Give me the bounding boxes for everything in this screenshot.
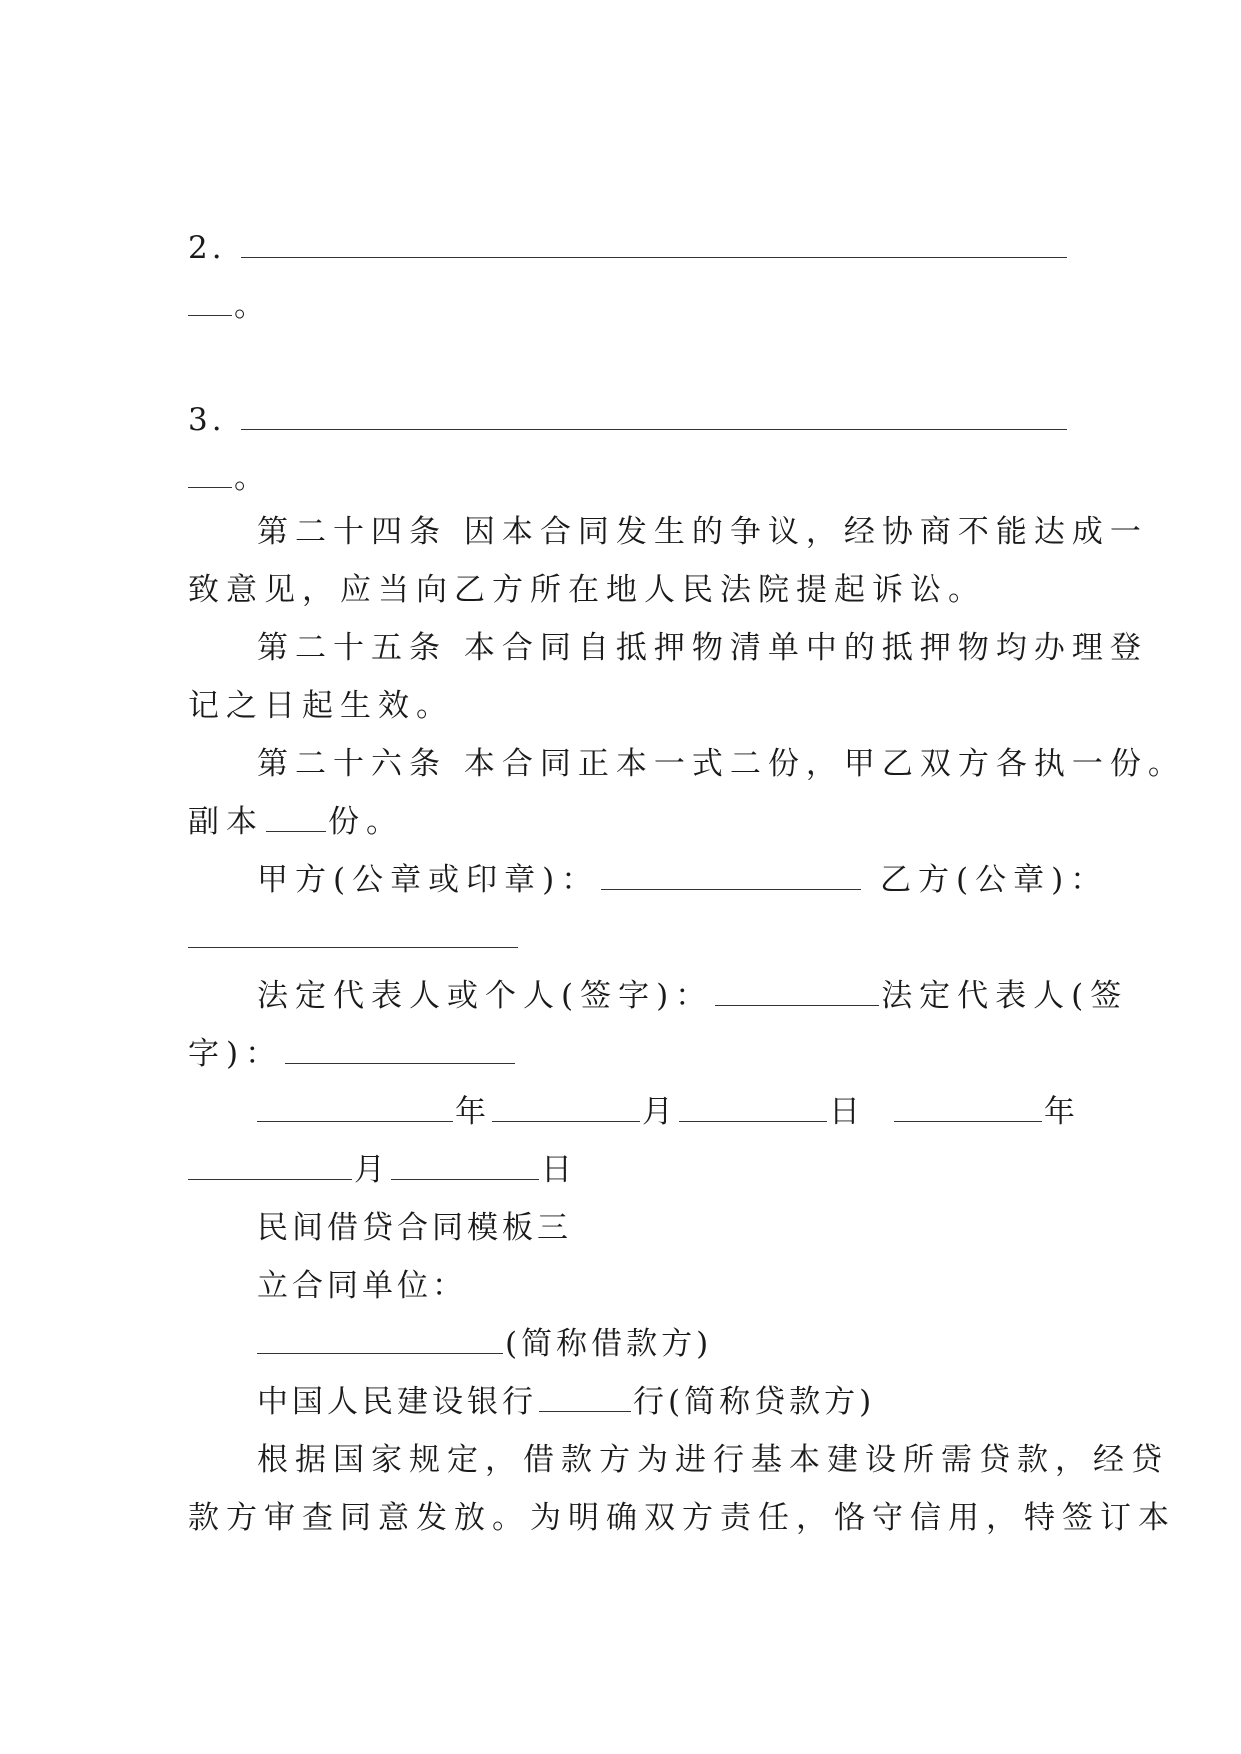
item-3-number: 3. <box>188 402 226 438</box>
legal-rep-continuation <box>188 1034 517 1074</box>
party-a-label: 甲方(公章或印章)： <box>257 862 600 898</box>
legal-rep-b-label: 法定代表人(签 <box>881 978 1129 1014</box>
article-26-line-1: 第二十六条 本合同正本一式二份，甲乙双方各执一份。 <box>257 746 1186 782</box>
date-a-day-blank <box>679 1095 827 1122</box>
date-b-year-label: 年 <box>1043 1094 1079 1130</box>
article-24-line-1: 第二十四条 因本合同发生的争议，经协商不能达成一 <box>257 514 1148 550</box>
article-24-line-2: 致意见，应当向乙方所在地人民法院提起诉讼。 <box>188 572 986 608</box>
item-2-continuation <box>188 286 269 326</box>
date-line <box>257 1092 1079 1132</box>
borrower-line <box>257 1324 712 1364</box>
date-a-month-label: 月 <box>642 1094 677 1130</box>
article-26-line-2 <box>188 802 404 842</box>
template-3-intro-line-1: 根据国家规定，借款方为进行基本建设所需贷款，经贷 <box>257 1442 1169 1478</box>
date-a-month-blank <box>492 1095 640 1122</box>
item-2-blank-end <box>188 289 232 316</box>
party-b-continuation <box>188 918 520 958</box>
party-line <box>257 860 1108 900</box>
item-3-continuation <box>188 458 269 498</box>
date-b-day-label: 日 <box>541 1152 576 1188</box>
item-3-line <box>188 400 1069 440</box>
date-b-month-label: 月 <box>354 1152 389 1188</box>
template-3-title: 民间借贷合同模板三 <box>257 1210 572 1246</box>
article-25-line-2: 记之日起生效。 <box>188 688 454 724</box>
item-3-blank-end <box>188 461 232 488</box>
lender-prefix: 中国人民建设银行 <box>257 1384 537 1420</box>
party-b-blank <box>188 921 518 948</box>
legal-rep-b-label-end: 字)： <box>188 1036 284 1072</box>
borrower-suffix: (简称借款方) <box>505 1326 713 1362</box>
lender-suffix: 行(简称贷款方) <box>633 1384 876 1420</box>
date-a-day-label: 日 <box>829 1094 864 1130</box>
copies-suffix: 份。 <box>328 804 404 840</box>
article-25-line-1: 第二十五条 本合同自抵押物清单中的抵押物均办理登 <box>257 630 1148 666</box>
party-b-label: 乙方(公章)： <box>880 862 1109 898</box>
borrower-blank <box>257 1327 503 1354</box>
item-2-line <box>188 228 1069 268</box>
item-3-end-mark: 。 <box>234 460 269 496</box>
legal-rep-a-label: 法定代表人或个人(签字)： <box>257 978 714 1014</box>
lender-line <box>257 1382 875 1422</box>
template-3-parties-label: 立合同单位： <box>257 1268 467 1304</box>
date-b-month-blank <box>188 1153 352 1180</box>
item-2-blank <box>241 231 1067 258</box>
lender-blank <box>539 1385 631 1412</box>
copies-label: 副本 <box>188 804 264 840</box>
template-3-intro-line-2: 款方审查同意发放。为明确双方责任，恪守信用，特签订本 <box>188 1500 1176 1536</box>
item-2-end-mark: 。 <box>234 288 269 324</box>
date-b-year-blank <box>894 1095 1042 1122</box>
party-a-blank <box>601 863 861 890</box>
date-a-year-label: 年 <box>455 1094 490 1130</box>
legal-rep-line <box>257 976 1128 1016</box>
copies-blank <box>266 805 326 832</box>
date-b-day-blank <box>391 1153 539 1180</box>
item-3-blank <box>241 403 1067 430</box>
legal-rep-a-blank <box>715 979 879 1006</box>
legal-rep-b-blank <box>285 1037 515 1064</box>
date-continuation <box>188 1150 576 1190</box>
item-2-number: 2. <box>188 230 226 266</box>
date-a-year-blank <box>257 1095 453 1122</box>
